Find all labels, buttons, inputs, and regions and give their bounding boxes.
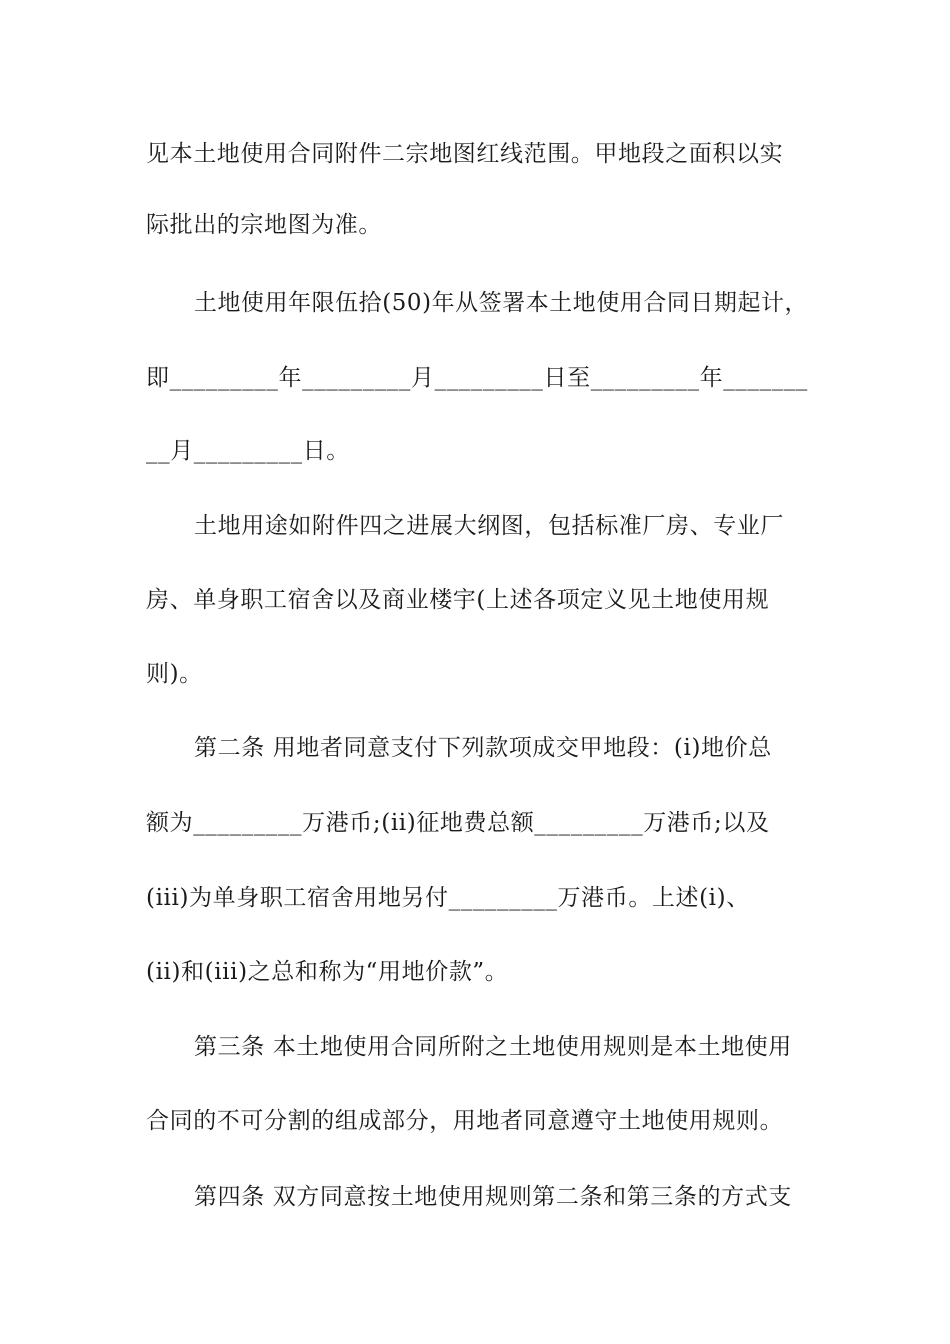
text-line: (iii)为单身职工宿舍用地另付_________万港币。上述(i)、 bbox=[146, 885, 750, 911]
text-line: 见本土地使用合同附件二宗地图红线范围。甲地段之面积以实 bbox=[146, 141, 784, 167]
article-2-start-line: 第二条 用地者同意支付下列款项成交甲地段：(i)地价总 bbox=[194, 735, 772, 761]
article-3-start-line: 第三条 本土地使用合同所附之土地使用规则是本土地使用 bbox=[194, 1034, 792, 1060]
article-4-start-line: 第四条 双方同意按土地使用规则第二条和第三条的方式支 bbox=[194, 1184, 792, 1210]
text-line: 额为_________万港币;(ii)征地费总额_________万港币;以及 bbox=[146, 810, 770, 836]
text-line: 房、单身职工宿舍以及商业楼宇(上述各项定义见土地使用规 bbox=[146, 587, 770, 613]
text-line: 则)。 bbox=[146, 661, 203, 687]
text-line: __月_________日。 bbox=[146, 438, 350, 464]
text-line: (ii)和(iii)之总和称为“用地价款”。 bbox=[146, 959, 509, 985]
text-line: 即_________年_________月_________日至_________年_______ bbox=[146, 365, 808, 391]
text-line: 合同的不可分割的组成部分，用地者同意遵守土地使用规则。 bbox=[146, 1108, 784, 1134]
paragraph-start-line: 土地使用年限伍拾(50)年从签署本土地使用合同日期起计， bbox=[194, 290, 809, 316]
text-line: 际批出的宗地图为准。 bbox=[146, 212, 382, 238]
paragraph-start-line: 土地用途如附件四之进展大纲图，包括标准厂房、专业厂 bbox=[194, 513, 784, 539]
